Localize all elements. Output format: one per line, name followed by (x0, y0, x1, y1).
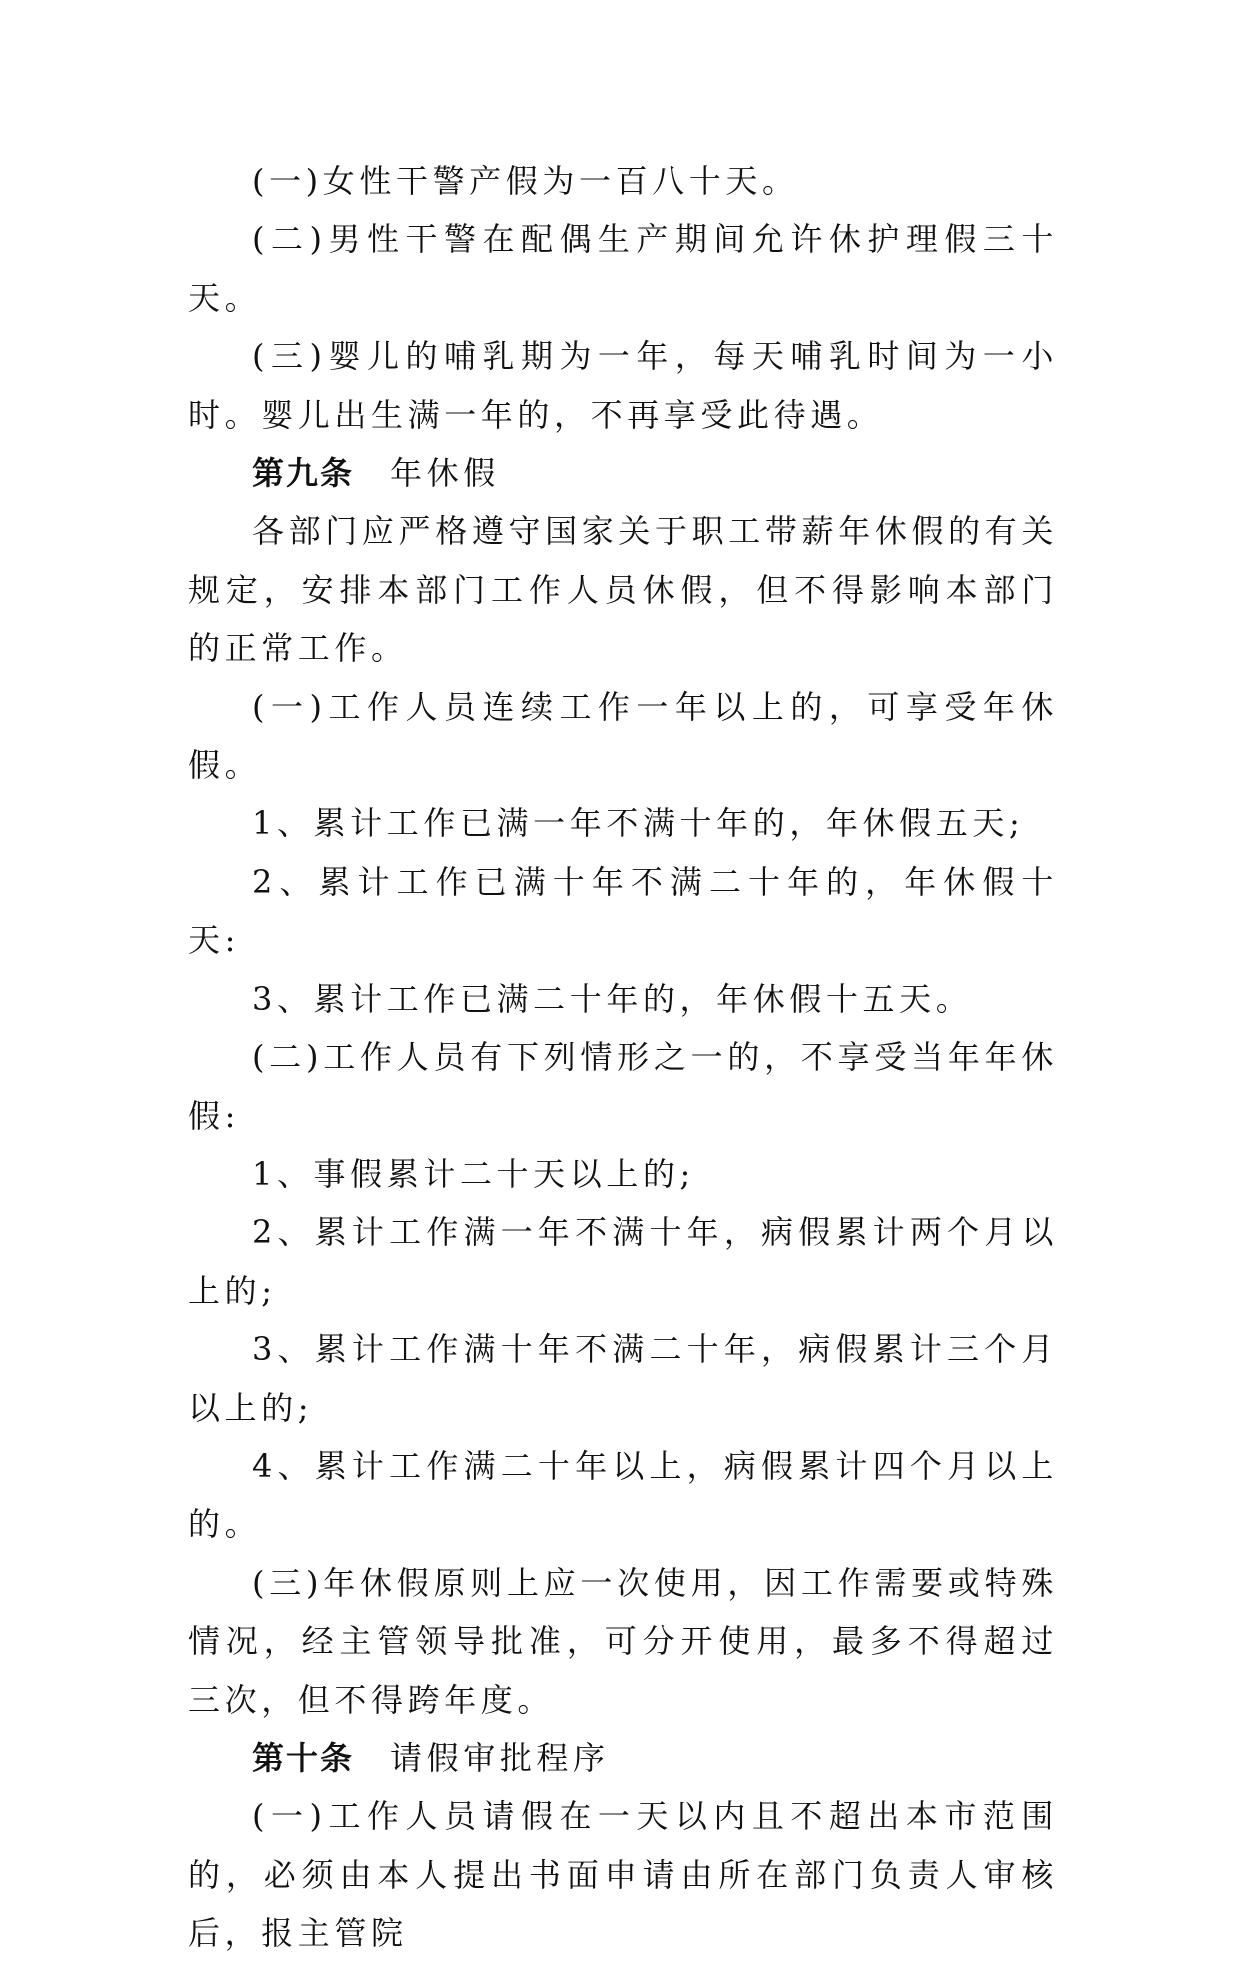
list-item-leave-10-days: 2、累计工作已满十年不满二十年的，年休假十天: (188, 862, 1058, 960)
list-item-exclusion-sick-3-months: 3、累计工作满十年不满二十年，病假累计三个月以上的; (188, 1330, 1058, 1427)
paragraph-annual-leave-rule: 各部门应严格遵守国家关于职工带薪年休假的有关规定，安排本部门工作人员休假，但不得影响本部门的正常工作。 (188, 512, 1058, 668)
paragraph-annual-leave-eligibility: (一)工作人员连续工作一年以上的，可享受年休假。 (188, 687, 1058, 785)
list-item-exclusion-personal-leave: 1、事假累计二十天以上的; (252, 1154, 695, 1193)
paragraph-paternity-leave: (二)男性干警在配偶生产期间允许休护理假三十天。 (188, 220, 1058, 317)
paragraph-leave-exclusions: (二)工作人员有下列情形之一的，不享受当年年休假: (188, 1038, 1058, 1135)
list-item-leave-5-days: 1、累计工作已满一年不满十年的，年休假五天; (252, 804, 1025, 843)
paragraph-maternity-leave: (一)女性干警产假为一百八十天。 (252, 162, 799, 200)
article-10-title: 请假审批程序 (390, 1738, 610, 1777)
paragraph-nursing-period: (三)婴儿的哺乳期为一年，每天哺乳时间为一小时。婴儿出生满一年的，不再享受此待遇。 (188, 337, 1058, 434)
paragraph-leave-approval: (一)工作人员请假在一天以内且不超出本市范围的，必须由本人提出书面申请由所在部门负责人审核后，报主管院 (188, 1797, 1058, 1953)
article-10-heading (188, 1729, 1058, 1787)
paragraph-annual-leave-usage: (三)年休假原则上应一次使用，因工作需要或特殊情况，经主管领导批准，可分开使用，最多不得超过三次，但不得跨年度。 (188, 1563, 1058, 1719)
article-9-heading (188, 444, 1058, 502)
article-9-title: 年休假 (390, 454, 500, 493)
article-10-number: 第十条 (252, 1738, 355, 1777)
list-item-exclusion-sick-2-months: 2、累计工作满一年不满十年，病假累计两个月以上的; (188, 1213, 1058, 1310)
list-item-exclusion-sick-4-months: 4、累计工作满二十年以上，病假累计四个月以上的。 (188, 1446, 1058, 1544)
article-9-number: 第九条 (252, 454, 355, 493)
list-item-leave-15-days: 3、累计工作已满二十年的，年休假十五天。 (252, 979, 973, 1018)
document-body (188, 152, 1058, 1963)
